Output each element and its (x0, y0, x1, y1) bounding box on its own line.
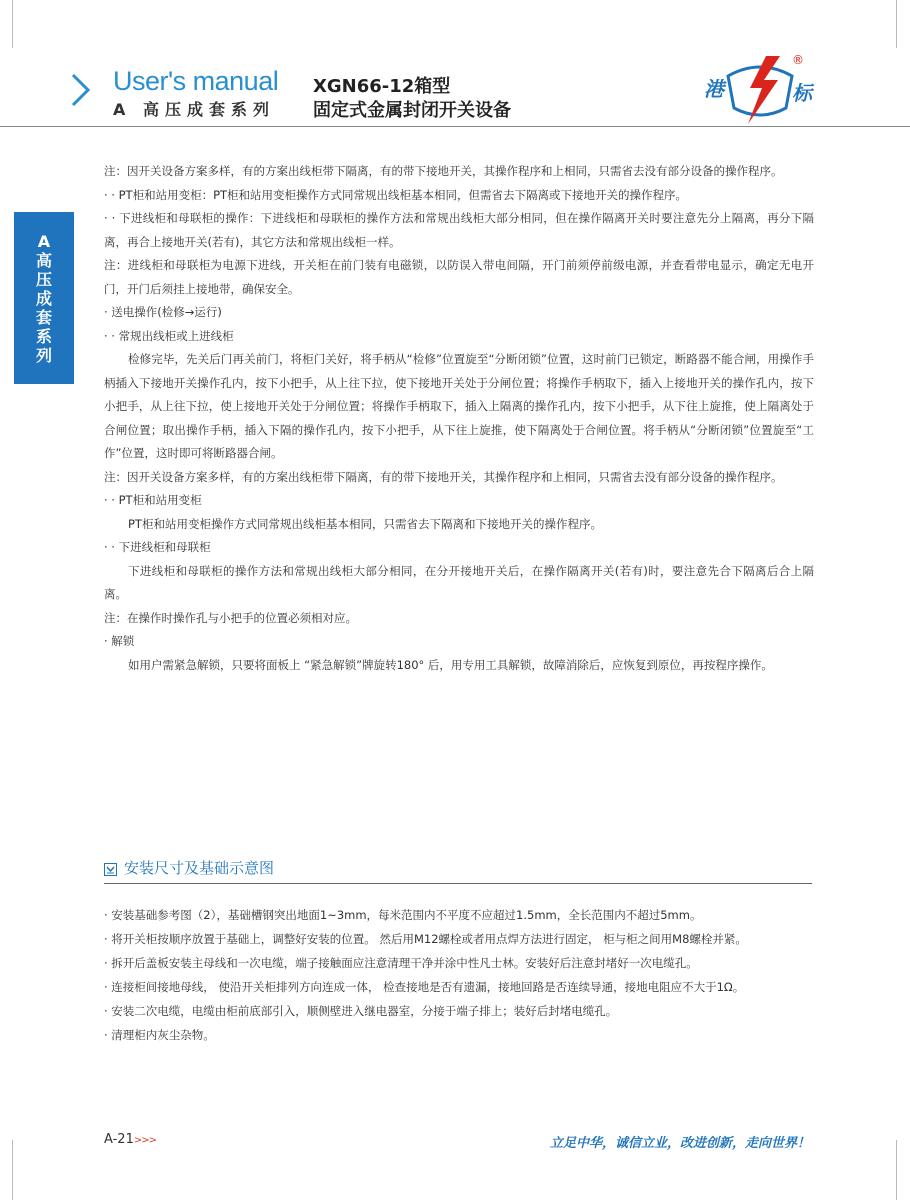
side-tab-char: A (37, 232, 51, 251)
section-title: 安装尺寸及基础示意图 (124, 859, 275, 877)
list-item: · 连接柜间接地母线， 使沿开关柜排列方向连成一体， 检查接地是否有遗漏，接地回路是否连续导通，接地电阻应不大于1Ω。 (104, 980, 745, 994)
product-subtitle: 固定式金属封闭开关设备 (313, 100, 511, 121)
paragraph: 注：进线柜和母联柜为电源下进线，开关柜在前门装有电磁锁，以防误入带电间隔，开门前须停前级电源，并查看带电显示，确定无电开门，开门后须挂上接地带，确保安全。 (104, 258, 814, 296)
paragraph: · · PT柜和站用变柜 (104, 493, 202, 507)
list-item: · 拆开后盖板安装主母线和一次电缆，端子接触面应注意清理干净并涂中性凡士林。安装好后注意封堵好一次电缆孔。 (104, 956, 698, 970)
crop-mark (896, 1140, 897, 1200)
paragraph: PT柜和站用变柜操作方式同常规出线柜基本相同，只需省去下隔离和下接地开关的操作程序。 (128, 516, 602, 531)
paragraph: · · PT柜和站用变柜：PT柜和站用变柜操作方式同常规出线柜基本相同，但需省去下隔离或下接地开关的操作程序。 (104, 187, 688, 202)
footer-slogan: 立足中华，诚信立业，改进创新，走向世界！ (549, 1136, 810, 1151)
side-tab-char: 列 (35, 346, 52, 365)
paragraph: · 送电操作(检修→运行) (104, 305, 222, 319)
paragraph: 注：在操作时操作孔与小把手的位置必须相对应。 (104, 610, 357, 625)
series-label: A 高压成套系列 (113, 100, 275, 119)
paragraph: · · 常规出线柜或上进线柜 (104, 328, 234, 343)
brand-logo (700, 48, 820, 128)
arrows-icon: >>> (133, 1135, 156, 1146)
paragraph: 下进线柜和母联柜的操作方法和常规出线柜大部分相同，在分开接地开关后，在操作隔离开关(若有)时，要注意先合下隔离后合上隔离。 (104, 563, 814, 601)
crop-mark (896, 0, 897, 48)
section-divider (104, 883, 812, 884)
download-box-icon (104, 861, 117, 880)
paragraph: 注：因开关设备方案多样，有的方案出线柜带下隔离，有的带下接地开关，其操作程序和上相同，只需省去没有部分设备的操作程序。 (104, 469, 783, 484)
crop-mark (12, 0, 13, 48)
paragraph: 检修完毕，先关后门再关前门，将柜门关好，将手柄从“检修”位置旋至“分断闭锁”位置，这时前门已锁定，断路器不能合闸，用操作手柄插入下接地开关操作孔内，按下小把手，从上往下拉，使下接地开关处于分闸位置；将操作手柄取下，插入上接地开关的操作孔内，按下小把手，从上往下拉，使上接地开关处于分闸位置；将操作手柄取下，插入上隔离的操作孔内，按下小把手，从下往上旋推，使上隔离处于合闸位置；取出操作手柄，插入下隔的操作孔内，按下小把手，从下往上旋推，使下隔离处于合闸位置。将手柄从“分断闭锁”位置旋至“工作”位置，这时即可将断路器合闸。 (104, 352, 814, 460)
paragraph: · · 下进线柜和母联柜 (104, 540, 211, 554)
side-tab-char: 高 (35, 251, 52, 270)
section-content (104, 903, 814, 1047)
side-tab-char: 成 (35, 289, 52, 308)
chevron-right-icon (70, 72, 92, 112)
list-item: · 安装二次电缆，电缆由柜前底部引入，顺侧壁进入继电器室，分接于端子排上；装好后封堵电缆孔。 (104, 1004, 618, 1018)
page-number-text: A-21 (104, 1132, 134, 1147)
crop-mark (12, 1140, 13, 1200)
registered-mark: ® (792, 53, 804, 67)
main-content (104, 160, 814, 677)
side-section-tab (14, 212, 74, 384)
page-number (104, 1132, 156, 1147)
side-tab-char: 压 (35, 270, 52, 289)
product-model: XGN66-12箱型 (313, 76, 451, 97)
paragraph: 如用户需紧急解锁，只要将面板上 “紧急解锁”牌旋转180° 后，用专用工具解锁，故障消除后，应恢复到原位，再按程序操作。 (128, 657, 773, 672)
side-tab-char: 套 (35, 308, 52, 327)
logo-char-left: 港 (704, 77, 724, 101)
list-item: · 清理柜内灰尘杂物。 (104, 1028, 215, 1042)
list-item: · 将开关柜按顺序放置于基础上，调整好安装的位置。 然后用M12螺栓或者用点焊方法进行固定， 柜与柜之间用M8螺栓并紧。 (104, 932, 747, 946)
paragraph: · 解锁 (104, 634, 135, 648)
paragraph: · · 下进线柜和母联柜的操作：下进线柜和母联柜的操作方法和常规出线柜大部分相同，但在操作隔离开关时要注意先分上隔离，再分下隔离，再合上接地开关(若有)，其它方法和常规出线柜一样。 (104, 211, 814, 249)
logo-char-right: 标 (792, 81, 812, 105)
list-item: · 安装基础参考图（2），基础槽钢突出地面1~3mm，每米范围内不平度不应超过1.5mm，全长范围内不超过5mm。 (104, 908, 702, 922)
paragraph: 注：因开关设备方案多样，有的方案出线柜带下隔离，有的带下接地开关，其操作程序和上相同，只需省去没有部分设备的操作程序。 (104, 164, 783, 178)
side-tab-char: 系 (35, 327, 52, 346)
manual-title: User's manual (113, 66, 279, 96)
